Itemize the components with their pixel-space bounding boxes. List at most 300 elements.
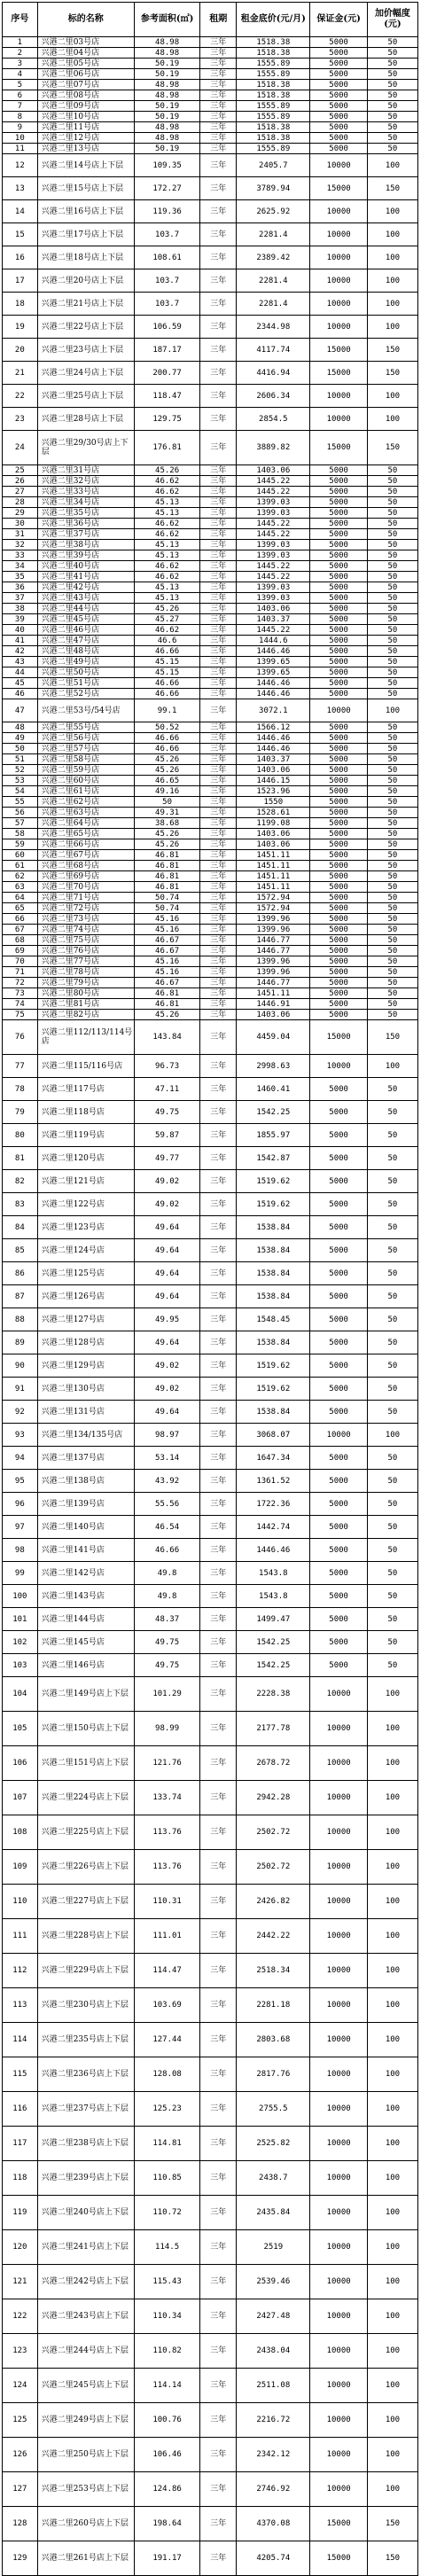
cell-index: 106 (3, 1746, 38, 1781)
cell-area: 48.37 (134, 1608, 199, 1631)
cell-increment: 50 (367, 797, 417, 808)
cell-increment: 50 (367, 508, 417, 519)
table-row (3, 177, 418, 200)
table-row (3, 839, 418, 850)
cell-term: 三年 (200, 144, 237, 154)
cell-deposit: 5000 (310, 967, 368, 978)
cell-rent: 2281.4 (237, 223, 310, 246)
cell-index: 9 (3, 122, 38, 133)
cell-deposit: 15000 (310, 1020, 368, 1055)
cell-name: 兴港二里52号店 (37, 689, 134, 699)
cell-term: 三年 (200, 2230, 237, 2265)
cell-name: 兴港二里72号店 (37, 903, 134, 914)
cell-rent: 1446.77 (237, 978, 310, 988)
table-row (3, 1193, 418, 1216)
cell-index: 69 (3, 946, 38, 956)
cell-area: 45.16 (134, 914, 199, 925)
cell-deposit: 5000 (310, 1239, 368, 1262)
cell-name: 兴港二里150号店上下层 (37, 1712, 134, 1746)
cell-term: 三年 (200, 59, 237, 69)
cell-increment: 50 (367, 614, 417, 625)
cell-term: 三年 (200, 2092, 237, 2127)
table-row (3, 154, 418, 177)
table-row (3, 408, 418, 431)
cell-index: 60 (3, 850, 38, 861)
cell-rent: 2511.08 (237, 2369, 310, 2403)
cell-area: 187.17 (134, 339, 199, 362)
cell-increment: 100 (367, 293, 417, 316)
cell-area: 98.97 (134, 1424, 199, 1447)
table-row (3, 808, 418, 818)
cell-index: 15 (3, 223, 38, 246)
cell-area: 124.86 (134, 2472, 199, 2507)
table-row (3, 1781, 418, 1815)
cell-index: 2 (3, 48, 38, 59)
cell-rent: 1445.22 (237, 529, 310, 540)
cell-name: 兴港二里20号店上下层 (37, 269, 134, 293)
cell-name: 兴港二里239号店上下层 (37, 2161, 134, 2196)
cell-index: 87 (3, 1285, 38, 1308)
cell-term: 三年 (200, 614, 237, 625)
cell-term: 三年 (200, 914, 237, 925)
cell-rent: 1399.96 (237, 914, 310, 925)
cell-deposit: 5000 (310, 133, 368, 144)
cell-index: 20 (3, 339, 38, 362)
cell-index: 89 (3, 1331, 38, 1354)
cell-term: 三年 (200, 604, 237, 614)
cell-area: 55.56 (134, 1493, 199, 1516)
cell-increment: 50 (367, 776, 417, 786)
cell-name: 兴港二里128号店 (37, 1331, 134, 1354)
cell-term: 三年 (200, 1424, 237, 1447)
cell-increment: 100 (367, 246, 417, 269)
cell-rent: 1399.03 (237, 550, 310, 561)
table-row (3, 1020, 418, 1055)
cell-deposit: 10000 (310, 2472, 368, 2507)
table-row (3, 2092, 418, 2127)
cell-name: 兴港二里36号店 (37, 519, 134, 529)
cell-term: 三年 (200, 754, 237, 765)
table-row (3, 689, 418, 699)
cell-increment: 50 (367, 550, 417, 561)
cell-term: 三年 (200, 2403, 237, 2438)
cell-increment: 150 (367, 2541, 417, 2576)
cell-deposit: 5000 (310, 999, 368, 1010)
cell-name: 兴港二里82号店 (37, 1010, 134, 1020)
cell-name: 兴港二里144号店 (37, 1608, 134, 1631)
cell-index: 31 (3, 529, 38, 540)
cell-term: 三年 (200, 1354, 237, 1378)
cell-deposit: 5000 (310, 561, 368, 572)
cell-increment: 100 (367, 2438, 417, 2472)
cell-term: 三年 (200, 339, 237, 362)
table-row (3, 657, 418, 667)
cell-area: 100.76 (134, 2403, 199, 2438)
cell-deposit: 10000 (310, 2369, 368, 2403)
cell-rent: 2525.82 (237, 2127, 310, 2161)
table-row (3, 678, 418, 689)
cell-deposit: 10000 (310, 1988, 368, 2023)
cell-index: 46 (3, 689, 38, 699)
cell-rent: 2942.28 (237, 1781, 310, 1815)
cell-term: 三年 (200, 882, 237, 893)
cell-name: 兴港二里119号店 (37, 1124, 134, 1147)
cell-name: 兴港二里42号店 (37, 582, 134, 593)
cell-index: 128 (3, 2507, 38, 2541)
cell-increment: 50 (367, 978, 417, 988)
cell-increment: 50 (367, 1239, 417, 1262)
table-row (3, 2507, 418, 2541)
cell-area: 46.81 (134, 861, 199, 871)
cell-increment: 50 (367, 582, 417, 593)
cell-area: 50.74 (134, 903, 199, 914)
table-row (3, 776, 418, 786)
table-row (3, 903, 418, 914)
cell-increment: 100 (367, 223, 417, 246)
cell-index: 24 (3, 431, 38, 465)
cell-area: 45.26 (134, 765, 199, 776)
cell-name: 兴港二里127号店 (37, 1308, 134, 1331)
cell-index: 30 (3, 519, 38, 529)
cell-name: 兴港二里126号店 (37, 1285, 134, 1308)
cell-deposit: 5000 (310, 1262, 368, 1285)
cell-rent: 1403.06 (237, 765, 310, 776)
cell-name: 兴港二里12号店 (37, 133, 134, 144)
cell-name: 兴港二里57号店 (37, 744, 134, 754)
cell-area: 50.19 (134, 69, 199, 80)
cell-area: 49.75 (134, 1631, 199, 1654)
cell-area: 103.69 (134, 1988, 199, 2023)
cell-deposit: 5000 (310, 1378, 368, 1401)
cell-deposit: 5000 (310, 112, 368, 122)
cell-name: 兴港二里129号店 (37, 1354, 134, 1378)
cell-increment: 100 (367, 269, 417, 293)
cell-term: 三年 (200, 699, 237, 722)
cell-deposit: 10000 (310, 269, 368, 293)
cell-name: 兴港二里237号店上下层 (37, 2092, 134, 2127)
cell-term: 三年 (200, 1285, 237, 1308)
cell-rent: 1555.89 (237, 112, 310, 122)
cell-rent: 2502.72 (237, 1850, 310, 1885)
cell-rent: 3789.94 (237, 177, 310, 200)
col-header-term: 租期 (200, 3, 237, 37)
table-row (3, 1516, 418, 1539)
cell-index: 28 (3, 497, 38, 508)
table-row (3, 112, 418, 122)
cell-area: 50.74 (134, 893, 199, 903)
cell-deposit: 5000 (310, 550, 368, 561)
cell-area: 49.64 (134, 1216, 199, 1239)
table-row (3, 144, 418, 154)
cell-term: 三年 (200, 776, 237, 786)
cell-name: 兴港二里23号店上下层 (37, 339, 134, 362)
cell-area: 46.62 (134, 529, 199, 540)
cell-name: 兴港二里49号店 (37, 657, 134, 667)
cell-increment: 50 (367, 988, 417, 999)
cell-name: 兴港二里55号店 (37, 722, 134, 733)
cell-rent: 2817.76 (237, 2057, 310, 2092)
cell-term: 三年 (200, 465, 237, 476)
cell-index: 124 (3, 2369, 38, 2403)
cell-term: 三年 (200, 625, 237, 636)
cell-rent: 1855.97 (237, 1124, 310, 1147)
cell-index: 27 (3, 487, 38, 497)
cell-rent: 1566.12 (237, 722, 310, 733)
cell-area: 133.74 (134, 1781, 199, 1815)
cell-increment: 100 (367, 2472, 417, 2507)
cell-index: 104 (3, 1677, 38, 1712)
cell-area: 49.02 (134, 1378, 199, 1401)
cell-rent: 1399.03 (237, 540, 310, 550)
cell-area: 49.02 (134, 1354, 199, 1378)
cell-increment: 50 (367, 1608, 417, 1631)
cell-term: 三年 (200, 1262, 237, 1285)
cell-term: 三年 (200, 1516, 237, 1539)
cell-increment: 50 (367, 1216, 417, 1239)
cell-index: 114 (3, 2023, 38, 2057)
cell-index: 117 (3, 2127, 38, 2161)
cell-term: 三年 (200, 850, 237, 861)
cell-increment: 50 (367, 967, 417, 978)
cell-name: 兴港二里59号店 (37, 765, 134, 776)
cell-name: 兴港二里03号店 (37, 37, 134, 48)
cell-rent: 1445.22 (237, 476, 310, 487)
cell-index: 64 (3, 893, 38, 903)
cell-rent: 1446.77 (237, 935, 310, 946)
cell-term: 三年 (200, 2265, 237, 2299)
table-row (3, 431, 418, 465)
cell-deposit: 5000 (310, 465, 368, 476)
cell-deposit: 5000 (310, 1585, 368, 1608)
cell-term: 三年 (200, 1585, 237, 1608)
cell-index: 111 (3, 1919, 38, 1954)
cell-name: 兴港二里125号店 (37, 1262, 134, 1285)
cell-area: 46.62 (134, 625, 199, 636)
cell-term: 三年 (200, 2541, 237, 2576)
cell-term: 三年 (200, 1124, 237, 1147)
cell-area: 50.19 (134, 101, 199, 112)
cell-increment: 50 (367, 689, 417, 699)
cell-index: 72 (3, 978, 38, 988)
cell-deposit: 10000 (310, 246, 368, 269)
cell-index: 125 (3, 2403, 38, 2438)
cell-increment: 100 (367, 2057, 417, 2092)
cell-name: 兴港二里33号店 (37, 487, 134, 497)
cell-increment: 50 (367, 818, 417, 829)
cell-area: 48.98 (134, 37, 199, 48)
cell-area: 50.19 (134, 144, 199, 154)
cell-term: 三年 (200, 657, 237, 667)
cell-area: 119.36 (134, 200, 199, 223)
cell-name: 兴港二里77号店 (37, 956, 134, 967)
cell-term: 三年 (200, 1885, 237, 1919)
cell-term: 三年 (200, 593, 237, 604)
cell-rent: 1543.8 (237, 1585, 310, 1608)
cell-deposit: 5000 (310, 1631, 368, 1654)
cell-area: 46.66 (134, 646, 199, 657)
table-header-row (3, 3, 418, 37)
cell-term: 三年 (200, 1919, 237, 1954)
table-row (3, 385, 418, 408)
cell-increment: 50 (367, 765, 417, 776)
cell-increment: 150 (367, 2507, 417, 2541)
cell-increment: 150 (367, 431, 417, 465)
cell-deposit: 5000 (310, 1193, 368, 1216)
cell-index: 41 (3, 636, 38, 646)
cell-term: 三年 (200, 2023, 237, 2057)
cell-index: 40 (3, 625, 38, 636)
cell-index: 61 (3, 861, 38, 871)
cell-rent: 1518.38 (237, 80, 310, 90)
cell-index: 7 (3, 101, 38, 112)
table-row (3, 2196, 418, 2230)
cell-term: 三年 (200, 1677, 237, 1712)
cell-index: 50 (3, 744, 38, 754)
cell-deposit: 5000 (310, 1539, 368, 1562)
cell-name: 兴港二里249号店上下层 (37, 2403, 134, 2438)
table-row (3, 80, 418, 90)
cell-term: 三年 (200, 1401, 237, 1424)
cell-increment: 50 (367, 1562, 417, 1585)
cell-index: 94 (3, 1447, 38, 1470)
table-row (3, 625, 418, 636)
cell-name: 兴港二里28号店上下层 (37, 408, 134, 431)
cell-increment: 50 (367, 59, 417, 69)
cell-increment: 50 (367, 90, 417, 101)
cell-term: 三年 (200, 385, 237, 408)
cell-area: 46.66 (134, 744, 199, 754)
cell-term: 三年 (200, 2369, 237, 2403)
cell-increment: 100 (367, 1746, 417, 1781)
table-row (3, 744, 418, 754)
cell-deposit: 5000 (310, 797, 368, 808)
cell-deposit: 5000 (310, 90, 368, 101)
cell-area: 49.64 (134, 1331, 199, 1354)
cell-index: 127 (3, 2472, 38, 2507)
cell-increment: 50 (367, 1585, 417, 1608)
cell-index: 93 (3, 1424, 38, 1447)
cell-index: 88 (3, 1308, 38, 1331)
table-row (3, 1539, 418, 1562)
cell-deposit: 10000 (310, 1424, 368, 1447)
table-row (3, 69, 418, 80)
cell-term: 三年 (200, 893, 237, 903)
cell-area: 45.16 (134, 925, 199, 935)
cell-name: 兴港二里245号店上下层 (37, 2369, 134, 2403)
cell-name: 兴港二里241号店上下层 (37, 2230, 134, 2265)
cell-index: 118 (3, 2161, 38, 2196)
cell-rent: 1519.62 (237, 1354, 310, 1378)
cell-area: 53.14 (134, 1447, 199, 1470)
cell-increment: 50 (367, 1654, 417, 1677)
cell-increment: 50 (367, 999, 417, 1010)
cell-rent: 3068.07 (237, 1424, 310, 1447)
cell-name: 兴港二里238号店上下层 (37, 2127, 134, 2161)
cell-increment: 50 (367, 636, 417, 646)
cell-area: 49.75 (134, 1654, 199, 1677)
cell-name: 兴港二里29/30号店上下层 (37, 431, 134, 465)
table-row (3, 925, 418, 935)
cell-deposit: 5000 (310, 808, 368, 818)
cell-increment: 100 (367, 2403, 417, 2438)
cell-rent: 1399.03 (237, 508, 310, 519)
cell-term: 三年 (200, 2334, 237, 2369)
table-row (3, 946, 418, 956)
cell-increment: 50 (367, 1516, 417, 1539)
cell-name: 兴港二里134/135号店 (37, 1424, 134, 1447)
cell-rent: 2678.72 (237, 1746, 310, 1781)
cell-increment: 50 (367, 1124, 417, 1147)
table-row (3, 882, 418, 893)
cell-index: 63 (3, 882, 38, 893)
cell-area: 113.76 (134, 1815, 199, 1850)
cell-rent: 4370.08 (237, 2507, 310, 2541)
cell-deposit: 5000 (310, 765, 368, 776)
cell-name: 兴港二里48号店 (37, 646, 134, 657)
cell-increment: 50 (367, 1493, 417, 1516)
table-row (3, 1654, 418, 1677)
cell-area: 45.27 (134, 614, 199, 625)
table-row (3, 2334, 418, 2369)
cell-index: 84 (3, 1216, 38, 1239)
cell-name: 兴港二里63号店 (37, 808, 134, 818)
cell-name: 兴港二里124号店 (37, 1239, 134, 1262)
cell-index: 76 (3, 1020, 38, 1055)
cell-rent: 1445.22 (237, 625, 310, 636)
cell-term: 三年 (200, 80, 237, 90)
cell-increment: 50 (367, 956, 417, 967)
cell-increment: 50 (367, 1447, 417, 1470)
cell-deposit: 10000 (310, 2334, 368, 2369)
cell-deposit: 5000 (310, 818, 368, 829)
cell-deposit: 10000 (310, 2299, 368, 2334)
cell-name: 兴港二里35号店 (37, 508, 134, 519)
cell-deposit: 10000 (310, 154, 368, 177)
cell-increment: 100 (367, 2196, 417, 2230)
cell-area: 121.76 (134, 1746, 199, 1781)
cell-term: 三年 (200, 818, 237, 829)
cell-deposit: 5000 (310, 1654, 368, 1677)
cell-term: 三年 (200, 956, 237, 967)
cell-rent: 2854.5 (237, 408, 310, 431)
cell-index: 11 (3, 144, 38, 154)
cell-area: 114.5 (134, 2230, 199, 2265)
cell-deposit: 5000 (310, 1608, 368, 1631)
table-row (3, 2369, 418, 2403)
cell-term: 三年 (200, 988, 237, 999)
cell-rent: 1518.38 (237, 90, 310, 101)
table-row (3, 1308, 418, 1331)
cell-index: 80 (3, 1124, 38, 1147)
cell-increment: 50 (367, 80, 417, 90)
cell-deposit: 5000 (310, 667, 368, 678)
cell-increment: 50 (367, 69, 417, 80)
cell-increment: 50 (367, 744, 417, 754)
cell-index: 13 (3, 177, 38, 200)
cell-name: 兴港二里14号店上下层 (37, 154, 134, 177)
table-row (3, 2541, 418, 2576)
cell-term: 三年 (200, 2161, 237, 2196)
cell-area: 46.81 (134, 999, 199, 1010)
cell-rent: 1445.22 (237, 572, 310, 582)
cell-area: 48.98 (134, 122, 199, 133)
cell-increment: 50 (367, 465, 417, 476)
table-row (3, 1147, 418, 1170)
cell-index: 102 (3, 1631, 38, 1654)
cell-name: 兴港二里64号店 (37, 818, 134, 829)
cell-index: 74 (3, 999, 38, 1010)
cell-rent: 1722.36 (237, 1493, 310, 1516)
